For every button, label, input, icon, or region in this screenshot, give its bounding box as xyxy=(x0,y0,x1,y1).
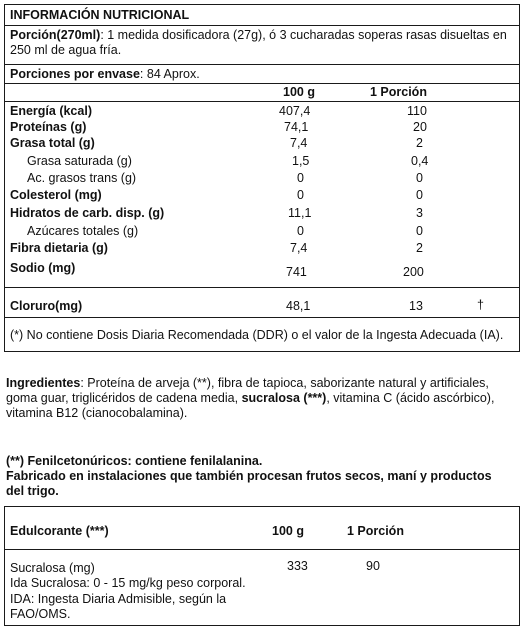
nutrient-label: Energía (kcal) xyxy=(10,104,92,118)
nutrition-title: INFORMACIÓN NUTRICIONAL xyxy=(10,8,190,22)
sucralose-100g: 333 xyxy=(287,559,308,573)
nutrient-label: Grasa saturada (g) xyxy=(27,154,132,168)
nutrient-label: Proteínas (g) xyxy=(10,120,87,134)
nutrient-label: Cloruro(mg) xyxy=(10,299,83,313)
value-100g: 0 xyxy=(297,188,304,202)
value-100g: 0 xyxy=(297,224,304,238)
servings-per-package xyxy=(10,67,200,82)
sweetener-table xyxy=(4,506,520,626)
value-portion: 3 xyxy=(416,206,423,220)
sweetener-col-portion: 1 Porción xyxy=(347,524,404,538)
servings-text: : 84 Aprox. xyxy=(139,67,200,81)
nutrition-footnote: (*) No contiene Dosis Diaria Recomendada (DDR) o el valor de la Ingesta Adecuada (IA). xyxy=(10,328,504,342)
column-header-100g: 100 g xyxy=(283,85,315,99)
value-100g: 7,4 xyxy=(290,241,308,255)
value-100g: 407,4 xyxy=(279,104,311,118)
ida-definition: IDA: Ingesta Diaria Admisible, según la FAO/OMS. xyxy=(10,592,227,621)
allergen-warning: Fabricado en instalaciones que también procesan frutos secos, maní y productos del trigo. xyxy=(6,469,492,498)
nutrient-label: Fibra dietaria (g) xyxy=(10,241,108,255)
sweetener-col-100g: 100 g xyxy=(272,524,304,538)
value-portion: 0,4 xyxy=(411,154,429,168)
value-portion: 110 xyxy=(407,104,427,118)
nutrient-label: Grasa total (g) xyxy=(10,136,95,150)
servings-label: Porciones por envase xyxy=(10,67,140,81)
sucralose-label: Sucralosa (mg) xyxy=(10,561,95,575)
portion-text: : 1 medida dosificadora (27g), ó 3 cucharadas soperas rasas disueltas en 250 ml de agua fría. xyxy=(10,28,507,57)
value-100g: 1,5 xyxy=(292,154,310,168)
portion-label: Porción(270ml) xyxy=(10,28,101,42)
ingredients-paragraph xyxy=(6,376,520,421)
value-100g: 0 xyxy=(297,171,304,185)
ida-range: Ida Sucralosa: 0 - 15 mg/kg peso corporal. xyxy=(10,576,246,590)
value-portion: 2 xyxy=(416,241,423,255)
value-100g: 48,1 xyxy=(286,299,311,313)
nutrient-label: Colesterol (mg) xyxy=(10,188,102,202)
divider xyxy=(5,101,519,102)
value-portion: 0 xyxy=(416,188,423,202)
nutrient-label: Sodio (mg) xyxy=(10,261,76,275)
ingredients-text-end: , vitamina C (ácido ascórbico), vitamina B12 (cianocobalamina). xyxy=(6,391,495,420)
divider xyxy=(5,83,519,84)
divider xyxy=(5,64,519,65)
value-portion: 0 xyxy=(416,224,423,238)
dagger-mark: † xyxy=(477,298,484,312)
portion-description xyxy=(10,28,515,58)
sweetener-header: Edulcorante (***) xyxy=(10,524,109,538)
ingredients-label: Ingredientes xyxy=(6,376,81,390)
value-portion: 2 xyxy=(416,136,423,150)
ingredients-text: : Proteína de arveja (**), fibra de tapioca, saborizante natural y artificiales, goma guar, triglicéridos de cadena media, xyxy=(6,376,489,405)
value-portion: 0 xyxy=(416,171,423,185)
value-100g: 741 xyxy=(286,265,307,279)
pku-warning: (**) Fenilcetonúricos: contiene fenilalanina. xyxy=(6,454,263,468)
divider xyxy=(5,25,519,26)
divider xyxy=(5,287,519,288)
value-portion: 20 xyxy=(413,120,427,134)
divider xyxy=(5,549,519,550)
column-header-portion: 1 Porción xyxy=(370,85,427,99)
value-100g: 11,1 xyxy=(288,206,312,220)
nutrient-label: Ac. grasos trans (g) xyxy=(27,171,137,185)
nutrient-label: Hidratos de carb. disp. (g) xyxy=(10,206,165,220)
value-100g: 7,4 xyxy=(290,136,308,150)
divider xyxy=(5,317,519,318)
sucralose-portion: 90 xyxy=(366,559,380,573)
nutrition-table xyxy=(4,4,520,352)
value-portion: 13 xyxy=(409,299,423,313)
sweetener-highlight: sucralosa (***) xyxy=(241,391,327,405)
value-100g: 74,1 xyxy=(284,120,309,134)
value-portion: 200 xyxy=(403,265,424,279)
nutrient-label: Azúcares totales (g) xyxy=(27,224,139,238)
